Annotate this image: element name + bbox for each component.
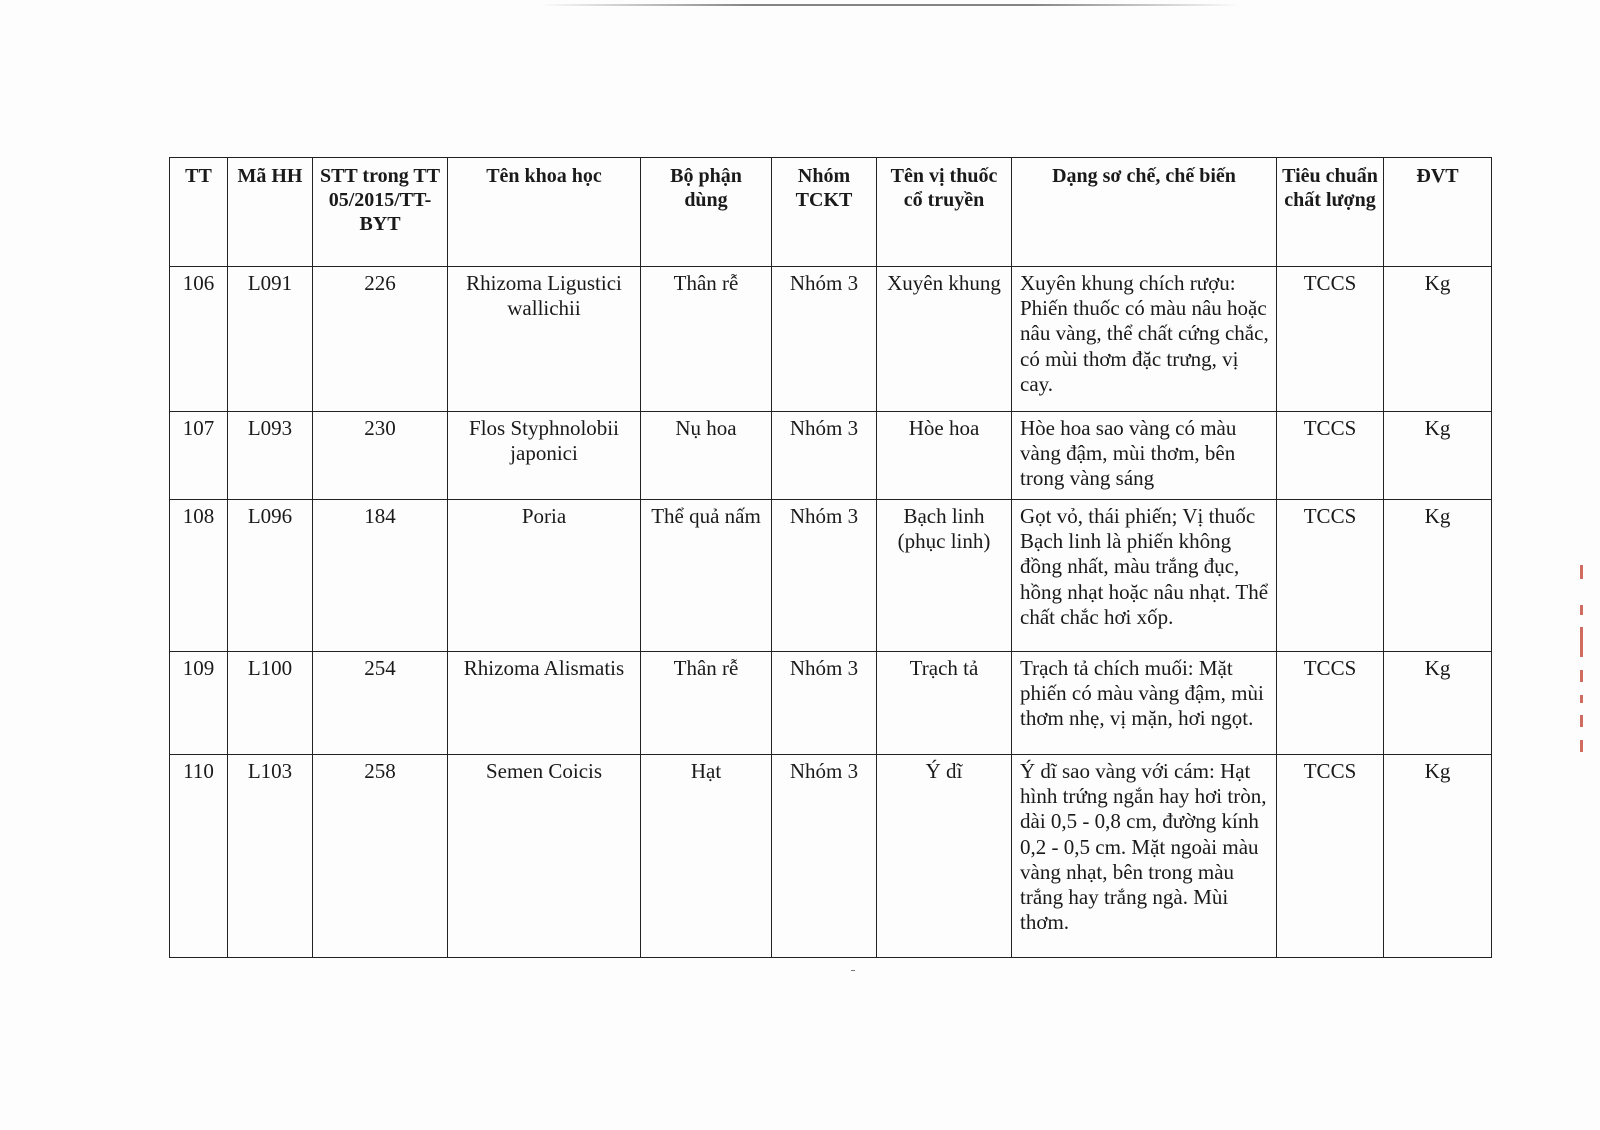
table-row — [170, 267, 1492, 412]
cell-tt: 109 — [170, 652, 228, 755]
cell-dang-che-bien: Hòe hoa sao vàng có màu vàng đậm, mùi thơm, bên trong vàng sáng — [1012, 412, 1277, 500]
header-tieu-chuan: Tiêu chuẩn chất lượng — [1277, 158, 1384, 267]
cell-tt: 108 — [170, 500, 228, 652]
cell-ten-khoa-hoc: Rhizoma Alismatis — [448, 652, 641, 755]
cell-nhom: Nhóm 3 — [772, 267, 877, 412]
header-dang-che-bien: Dạng sơ chế, chế biến — [1012, 158, 1277, 267]
cell-tieu-chuan: TCCS — [1277, 755, 1384, 958]
cell-dang-che-bien: Trạch tả chích muối: Mặt phiến có màu vàng đậm, mùi thơm nhẹ, vị mặn, hơi ngọt. — [1012, 652, 1277, 755]
cell-bo-phan: Thân rễ — [641, 652, 772, 755]
cell-dang-che-bien: Ý dĩ sao vàng với cám: Hạt hình trứng ngắn hay hơi tròn, dài 0,5 - 0,8 cm, đường kính 0,2 - 0,5 cm. Mặt ngoài màu vàng nhạt, bên trong màu trắng hay trắng ngà. Mùi thơm. — [1012, 755, 1277, 958]
cell-ma-hh: L096 — [228, 500, 313, 652]
cell-bo-phan: Thể quả nấm — [641, 500, 772, 652]
cell-stt: 226 — [313, 267, 448, 412]
cell-dvt: Kg — [1384, 652, 1492, 755]
cell-ten-vi-thuoc: Xuyên khung — [877, 267, 1012, 412]
header-ma-hh: Mã HH — [228, 158, 313, 267]
cell-tt: 106 — [170, 267, 228, 412]
header-dvt: ĐVT — [1384, 158, 1492, 267]
cell-ten-vi-thuoc: Hòe hoa — [877, 412, 1012, 500]
header-bo-phan-dung: Bộ phận dùng — [641, 158, 772, 267]
table-row — [170, 500, 1492, 652]
table-row — [170, 412, 1492, 500]
table-row — [170, 755, 1492, 958]
cell-dvt: Kg — [1384, 500, 1492, 652]
cell-ten-khoa-hoc: Flos Styphnolobii japonici — [448, 412, 641, 500]
cell-nhom: Nhóm 3 — [772, 755, 877, 958]
scan-edge-line — [540, 4, 1240, 6]
header-tt: TT — [170, 158, 228, 267]
cell-bo-phan: Thân rễ — [641, 267, 772, 412]
cell-nhom: Nhóm 3 — [772, 500, 877, 652]
cell-stt: 184 — [313, 500, 448, 652]
cell-dvt: Kg — [1384, 412, 1492, 500]
cell-ma-hh: L093 — [228, 412, 313, 500]
cell-tieu-chuan: TCCS — [1277, 267, 1384, 412]
margin-stamp-marks — [1578, 565, 1592, 755]
cell-dang-che-bien: Gọt vỏ, thái phiến; Vị thuốc Bạch linh là phiến không đồng nhất, màu trắng đục, hồng nhạt hoặc nâu nhạt. Thể chất chắc hơi xốp. — [1012, 500, 1277, 652]
cell-dvt: Kg — [1384, 267, 1492, 412]
cell-stt: 254 — [313, 652, 448, 755]
cell-ma-hh: L103 — [228, 755, 313, 958]
header-ten-vi-thuoc: Tên vị thuốc cổ truyền — [877, 158, 1012, 267]
header-ten-khoa-hoc: Tên khoa học — [448, 158, 641, 267]
cell-bo-phan: Hạt — [641, 755, 772, 958]
cell-stt: 258 — [313, 755, 448, 958]
scan-speck — [851, 970, 855, 971]
herbal-medicine-table — [169, 157, 1492, 958]
cell-ten-vi-thuoc: Bạch linh (phục linh) — [877, 500, 1012, 652]
cell-nhom: Nhóm 3 — [772, 412, 877, 500]
cell-ma-hh: L091 — [228, 267, 313, 412]
cell-dang-che-bien: Xuyên khung chích rượu: Phiến thuốc có màu nâu hoặc nâu vàng, thể chất cứng chắc, có mùi thơm đặc trưng, vị cay. — [1012, 267, 1277, 412]
cell-ten-khoa-hoc: Semen Coicis — [448, 755, 641, 958]
header-stt-trong-tt: STT trong TT 05/2015/TT-BYT — [313, 158, 448, 267]
cell-nhom: Nhóm 3 — [772, 652, 877, 755]
header-nhom-tckt: Nhóm TCKT — [772, 158, 877, 267]
table-row — [170, 652, 1492, 755]
cell-stt: 230 — [313, 412, 448, 500]
cell-tieu-chuan: TCCS — [1277, 412, 1384, 500]
cell-tieu-chuan: TCCS — [1277, 500, 1384, 652]
cell-ten-vi-thuoc: Ý dĩ — [877, 755, 1012, 958]
cell-ten-vi-thuoc: Trạch tả — [877, 652, 1012, 755]
cell-tt: 107 — [170, 412, 228, 500]
cell-ma-hh: L100 — [228, 652, 313, 755]
cell-bo-phan: Nụ hoa — [641, 412, 772, 500]
cell-tt: 110 — [170, 755, 228, 958]
cell-ten-khoa-hoc: Poria — [448, 500, 641, 652]
cell-dvt: Kg — [1384, 755, 1492, 958]
cell-tieu-chuan: TCCS — [1277, 652, 1384, 755]
cell-ten-khoa-hoc: Rhizoma Ligustici wallichii — [448, 267, 641, 412]
table-header-row — [170, 158, 1492, 267]
